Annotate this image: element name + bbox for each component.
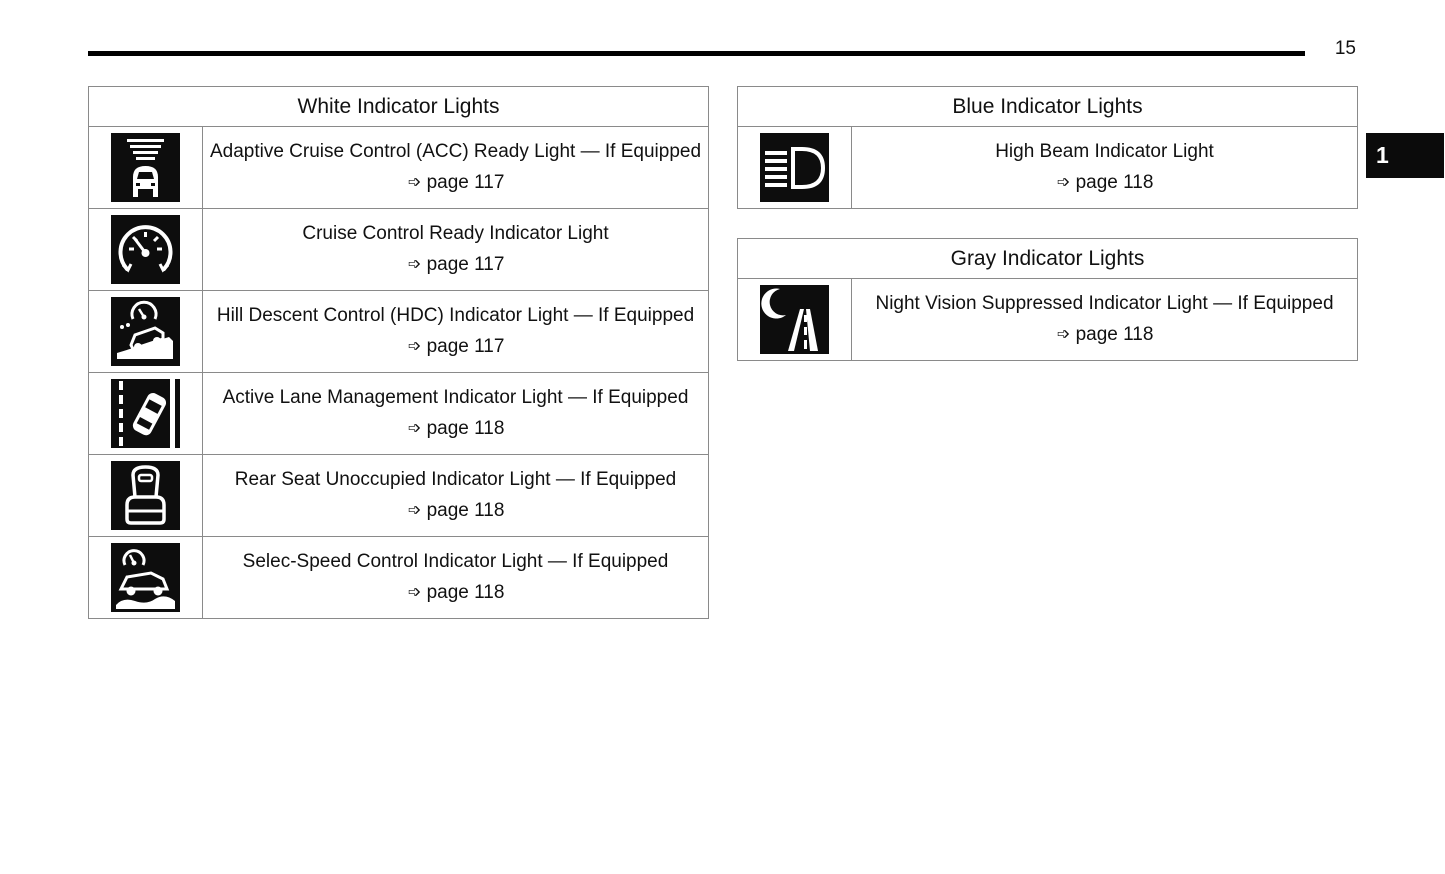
page-reference-link[interactable] bbox=[407, 414, 505, 444]
header-rule bbox=[88, 51, 1305, 56]
table-title: Blue Indicator Lights bbox=[738, 87, 1358, 127]
row-label: Hill Descent Control (HDC) Indicator Light — If Equipped bbox=[216, 305, 695, 326]
page-reference-link[interactable] bbox=[1056, 320, 1154, 350]
row-label: High Beam Indicator Light bbox=[995, 141, 1214, 162]
row-label: Selec-Speed Control Indicator Light — If Equipped bbox=[242, 551, 669, 572]
page-reference: page 118 bbox=[426, 500, 505, 521]
white-indicator-table bbox=[88, 86, 709, 619]
table-row bbox=[738, 127, 1358, 209]
page-reference-link[interactable] bbox=[407, 250, 505, 280]
hill-descent-icon bbox=[111, 297, 180, 366]
arrow-icon: ➩ bbox=[1056, 174, 1071, 191]
arrow-icon: ➩ bbox=[407, 502, 422, 519]
table-row bbox=[89, 291, 709, 373]
selec-speed-icon bbox=[111, 543, 180, 612]
row-label: Active Lane Management Indicator Light — If Equipped bbox=[222, 387, 689, 408]
page-reference: page 117 bbox=[426, 336, 505, 357]
row-label: Adaptive Cruise Control (ACC) Ready Light — If Equipped bbox=[209, 141, 702, 162]
arrow-icon: ➩ bbox=[407, 338, 422, 355]
page-reference-link[interactable] bbox=[407, 168, 505, 198]
page-reference: page 118 bbox=[426, 582, 505, 603]
table-row bbox=[89, 209, 709, 291]
arrow-icon: ➩ bbox=[407, 584, 422, 601]
row-label: Rear Seat Unoccupied Indicator Light — If Equipped bbox=[234, 469, 677, 490]
row-label: Cruise Control Ready Indicator Light bbox=[302, 223, 609, 244]
page-reference: page 117 bbox=[426, 172, 505, 193]
page-reference-link[interactable] bbox=[1056, 168, 1154, 198]
table-row bbox=[89, 455, 709, 537]
page-reference-link[interactable] bbox=[407, 578, 505, 608]
table-row bbox=[89, 127, 709, 209]
acc-ready-icon bbox=[111, 133, 180, 202]
arrow-icon: ➩ bbox=[407, 174, 422, 191]
high-beam-icon bbox=[760, 133, 829, 202]
page-reference-link[interactable] bbox=[407, 332, 505, 362]
page-reference: page 117 bbox=[426, 254, 505, 275]
page-number: 15 bbox=[1334, 38, 1356, 59]
lane-management-icon bbox=[111, 379, 180, 448]
table-title: Gray Indicator Lights bbox=[738, 239, 1358, 279]
page-reference: page 118 bbox=[1075, 324, 1154, 345]
row-label: Night Vision Suppressed Indicator Light — If Equipped bbox=[875, 293, 1334, 314]
chapter-tab-label: 1 bbox=[1376, 142, 1389, 168]
arrow-icon: ➩ bbox=[407, 420, 422, 437]
table-row bbox=[89, 537, 709, 619]
table-title: White Indicator Lights bbox=[89, 87, 709, 127]
page-reference-link[interactable] bbox=[407, 496, 505, 526]
blue-indicator-table bbox=[737, 86, 1358, 209]
cruise-control-icon bbox=[111, 215, 180, 284]
rear-seat-icon bbox=[111, 461, 180, 530]
page-reference: page 118 bbox=[426, 418, 505, 439]
table-row bbox=[89, 373, 709, 455]
arrow-icon: ➩ bbox=[1056, 326, 1071, 343]
table-row bbox=[738, 279, 1358, 361]
page-reference: page 118 bbox=[1075, 172, 1154, 193]
chapter-tab[interactable] bbox=[1366, 133, 1444, 178]
gray-indicator-table bbox=[737, 238, 1358, 361]
arrow-icon: ➩ bbox=[407, 256, 422, 273]
night-vision-icon bbox=[760, 285, 829, 354]
